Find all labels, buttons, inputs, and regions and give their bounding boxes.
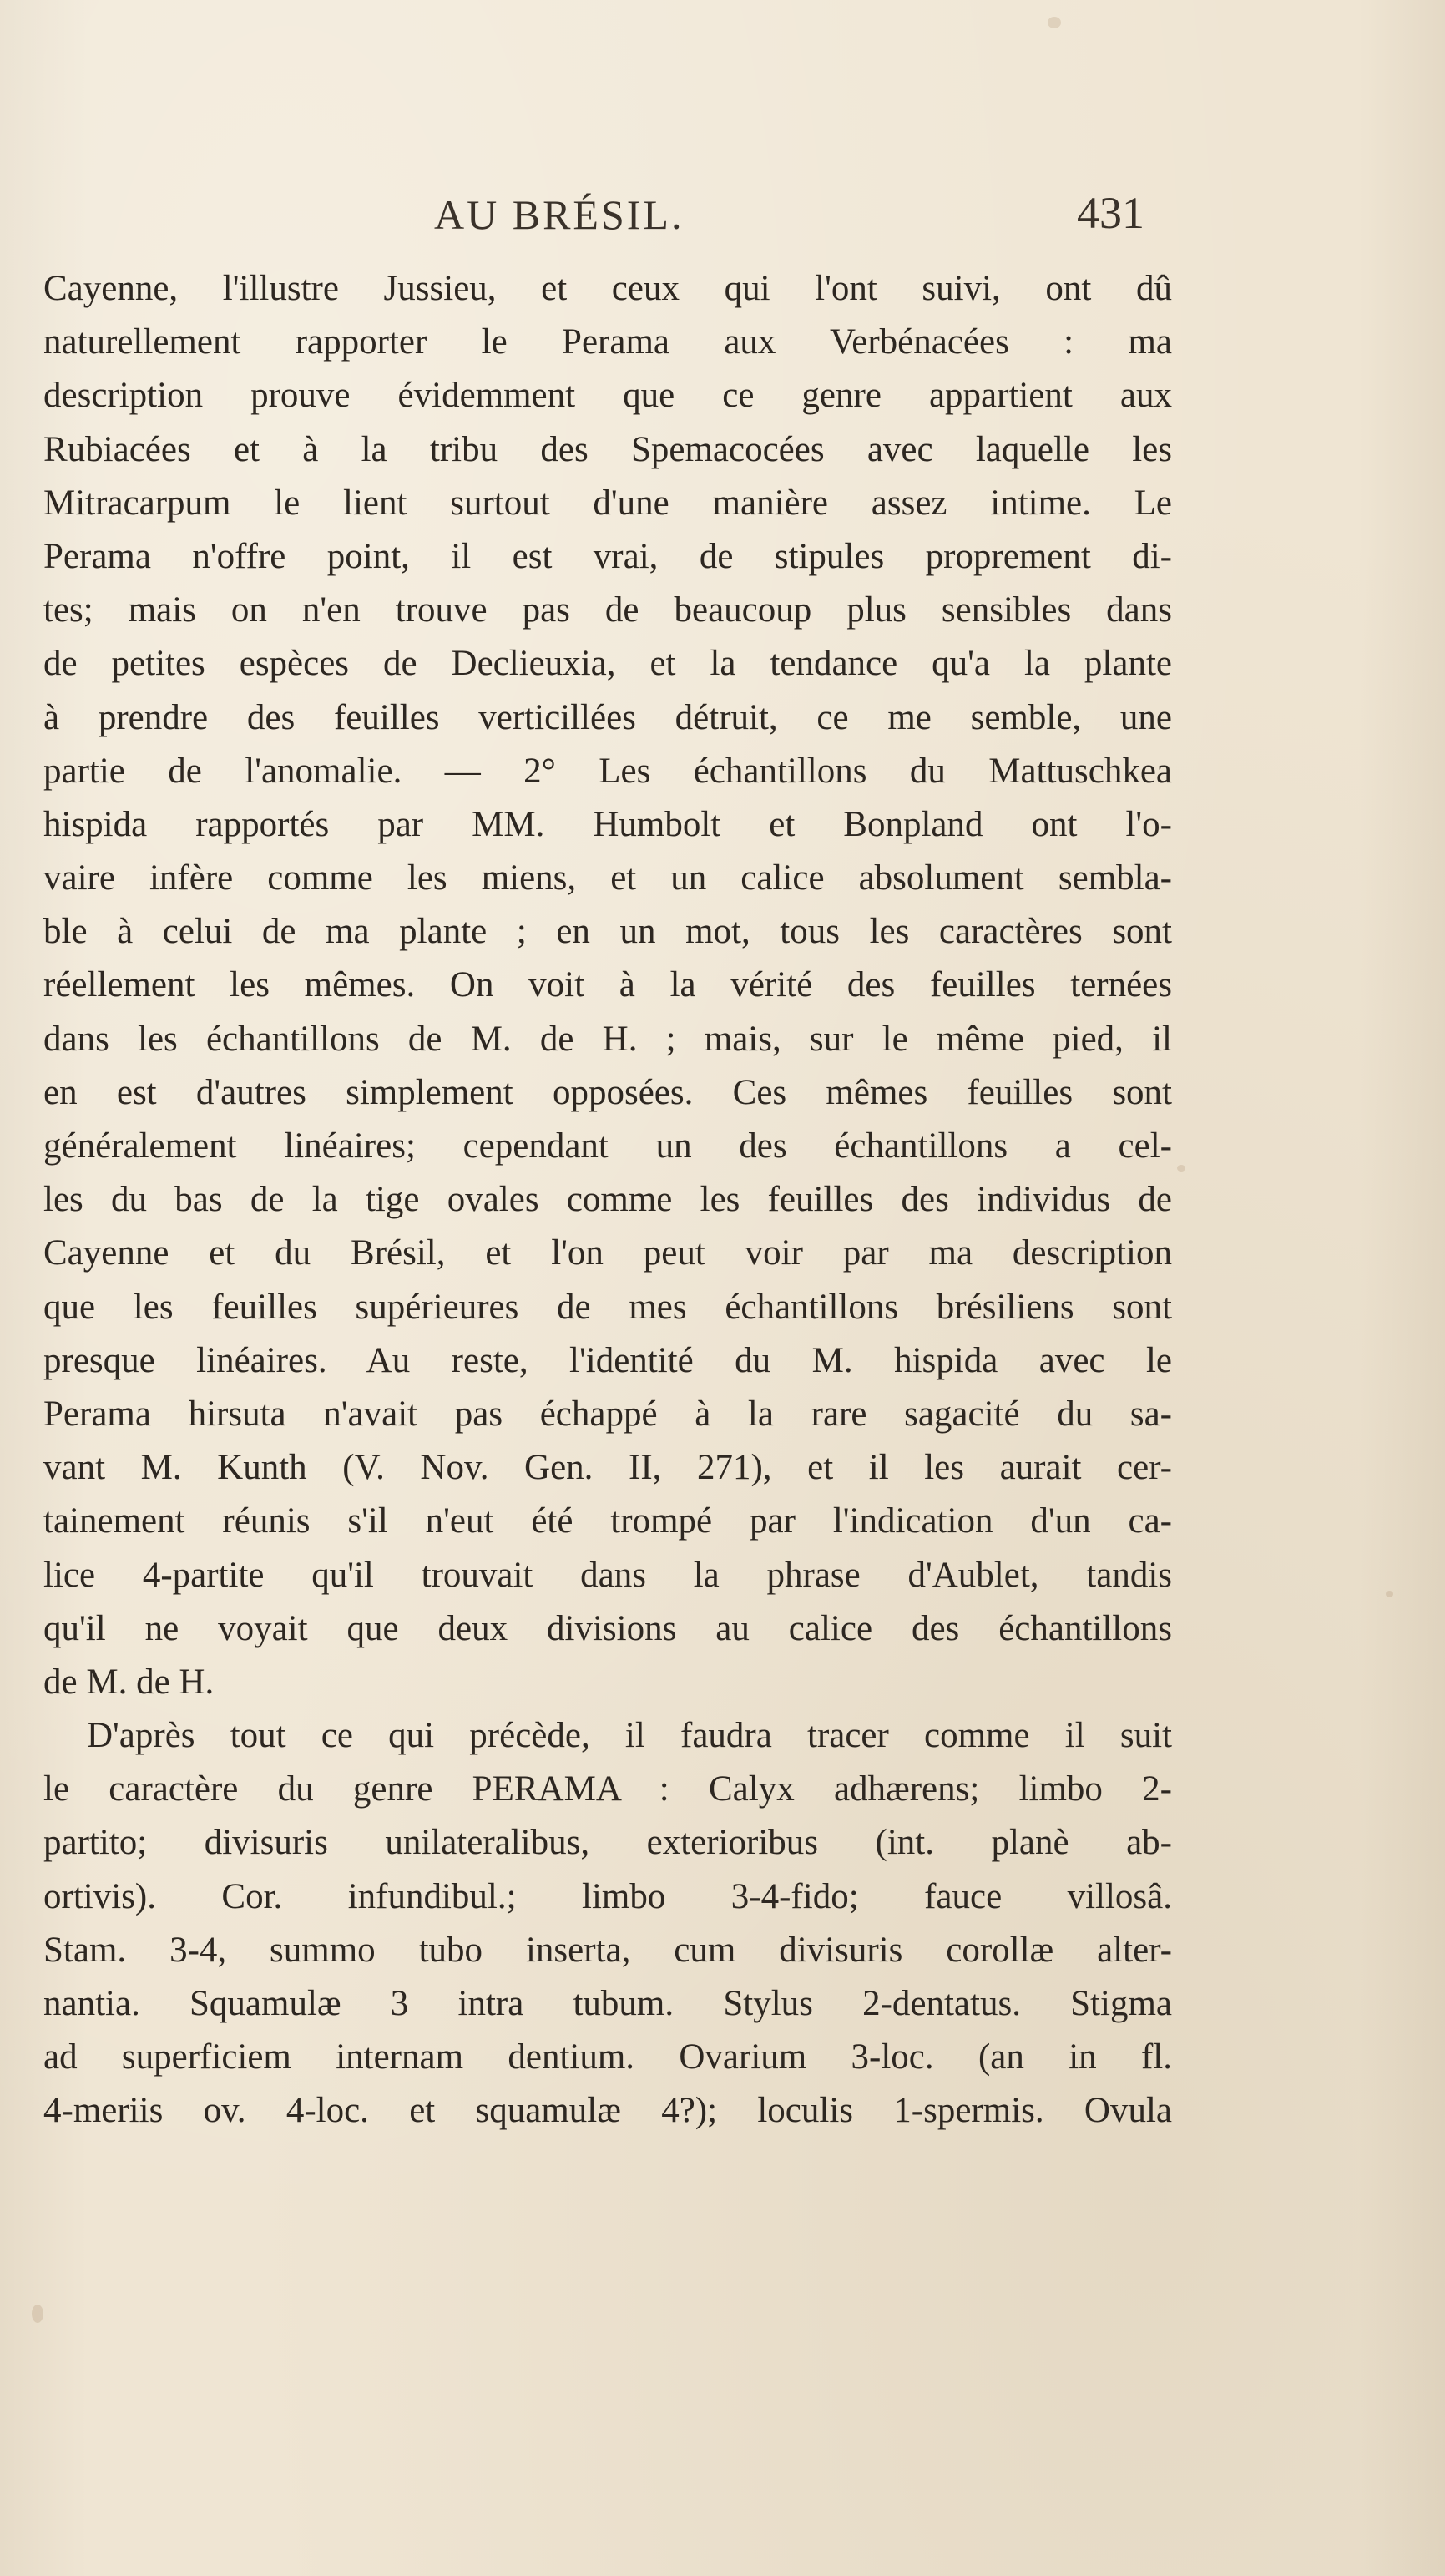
body-text bbox=[43, 262, 1172, 2138]
text-line: dans les échantillons de M. de H. ; mais, sur le même pied, il bbox=[43, 1019, 1172, 1059]
text-line: ortivis). Cor. infundibul.; limbo 3-4-fido; fauce villosâ. bbox=[43, 1876, 1172, 1916]
paper-stain bbox=[1177, 1165, 1185, 1172]
page-number: 431 bbox=[1077, 188, 1144, 238]
text-line: nantia. Squamulæ 3 intra tubum. Stylus 2-dentatus. Stigma bbox=[43, 1984, 1172, 2023]
running-title: AU BRÉSIL. bbox=[434, 191, 685, 238]
text-line: Rubiacées et à la tribu des Spemacocées avec laquelle les bbox=[43, 429, 1172, 469]
text-line: partie de l'anomalie. — 2° Les échantillons du Mattuschkea bbox=[43, 751, 1172, 791]
text-line: lice 4-partite qu'il trouvait dans la phrase d'Aublet, tandis bbox=[43, 1555, 1172, 1595]
text-line: réellement les mêmes. On voit à la vérité des feuilles ternées bbox=[43, 965, 1172, 1005]
paper-stain bbox=[1048, 17, 1061, 28]
text-line: description prouve évidemment que ce genre appartient aux bbox=[43, 376, 1172, 416]
text-line: ble à celui de ma plante ; en un mot, tous les caractères sont bbox=[43, 912, 1172, 952]
text-line: tes; mais on n'en trouve pas de beaucoup plus sensibles dans bbox=[43, 590, 1172, 630]
text-line: D'après tout ce qui précède, il faudra tracer comme il suit bbox=[87, 1716, 1172, 1756]
paper-stain bbox=[1386, 1591, 1393, 1597]
text-line: à prendre des feuilles verticillées détruit, ce me semble, une bbox=[43, 697, 1172, 737]
text-line: que les feuilles supérieures de mes échantillons brésiliens sont bbox=[43, 1287, 1172, 1327]
text-line: de petites espèces de Declieuxia, et la tendance qu'a la plante bbox=[43, 644, 1172, 684]
text-line: tainement réunis s'il n'eut été trompé par l'indication d'un ca- bbox=[43, 1501, 1172, 1541]
text-line: Cayenne, l'illustre Jussieu, et ceux qui l'ont suivi, ont dû bbox=[43, 269, 1172, 308]
text-line: Cayenne et du Brésil, et l'on peut voir par ma description bbox=[43, 1233, 1172, 1273]
text-line: Perama n'offre point, il est vrai, de stipules proprement di- bbox=[43, 536, 1172, 576]
text-line: généralement linéaires; cependant un des échantillons a cel- bbox=[43, 1126, 1172, 1166]
text-line: le caractère du genre PERAMA : Calyx adhærens; limbo 2- bbox=[43, 1769, 1172, 1809]
text-line: 4-meriis ov. 4-loc. et squamulæ 4?); loculis 1-spermis. Ovula bbox=[43, 2091, 1172, 2131]
text-line: vant M. Kunth (V. Nov. Gen. II, 271), et il les aurait cer- bbox=[43, 1448, 1172, 1488]
text-line: Perama hirsuta n'avait pas échappé à la rare sagacité du sa- bbox=[43, 1394, 1172, 1434]
text-line: Mitracarpum le lient surtout d'une manière assez intime. Le bbox=[43, 483, 1172, 523]
text-line: hispida rapportés par MM. Humbolt et Bonpland ont l'o- bbox=[43, 804, 1172, 844]
text-line: presque linéaires. Au reste, l'identité du M. hispida avec le bbox=[43, 1340, 1172, 1380]
text-line: de M. de H. bbox=[43, 1662, 215, 1702]
text-line: qu'il ne voyait que deux divisions au calice des échantillons bbox=[43, 1608, 1172, 1648]
text-line: vaire infère comme les miens, et un calice absolument sembla- bbox=[43, 858, 1172, 898]
text-line: les du bas de la tige ovales comme les feuilles des individus de bbox=[43, 1180, 1172, 1220]
text-line: naturellement rapporter le Perama aux Verbénacées : ma bbox=[43, 322, 1172, 362]
text-line: ad superficiem internam dentium. Ovarium 3-loc. (an in fl. bbox=[43, 2037, 1172, 2078]
text-line: partito; divisuris unilateralibus, exterioribus (int. planè ab- bbox=[43, 1823, 1172, 1863]
text-line: en est d'autres simplement opposées. Ces mêmes feuilles sont bbox=[43, 1072, 1172, 1112]
paper-stain bbox=[32, 2305, 43, 2323]
text-line: Stam. 3-4, summo tubo inserta, cum divisuris corollæ alter- bbox=[43, 1930, 1172, 1970]
